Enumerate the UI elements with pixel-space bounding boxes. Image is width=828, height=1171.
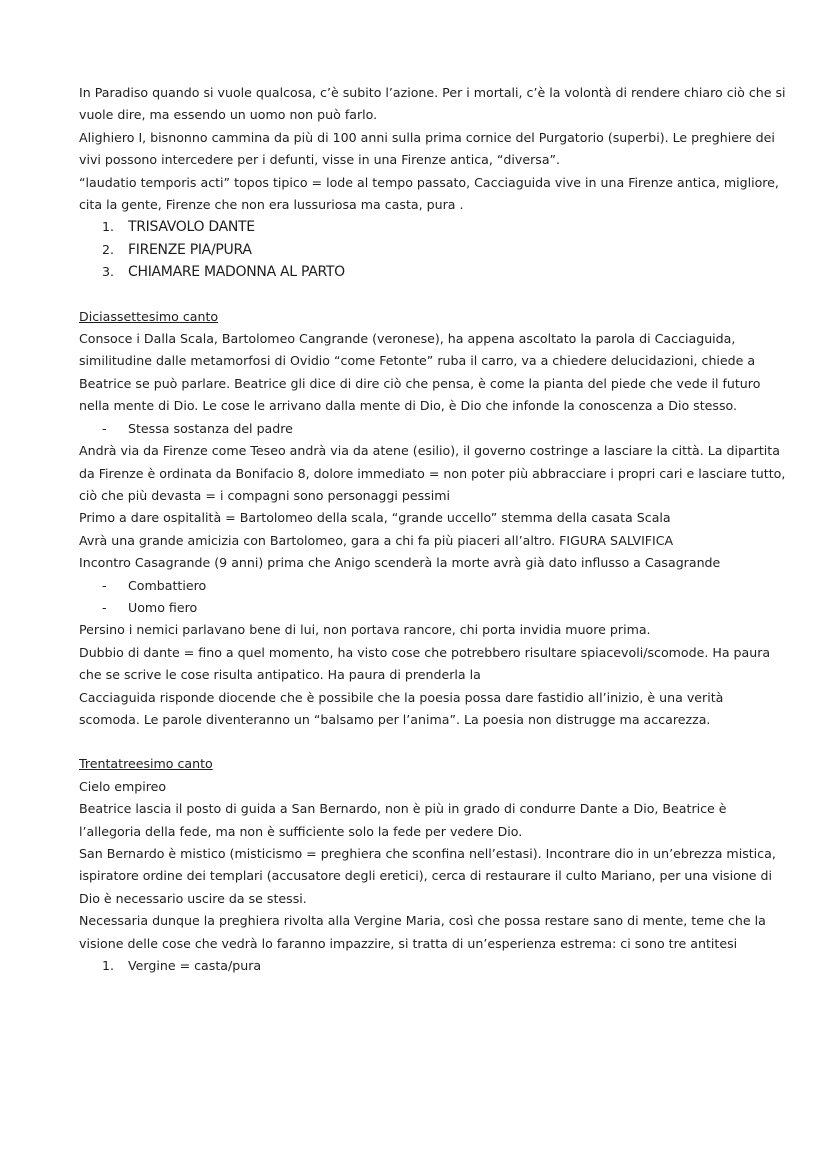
paragraph: Beatrice lascia il posto di guida a San Bernardo, non è più in grado di condurre Dante a Dio, Beatrice è l’allegoria della fede, ma non è sufficiente solo la fede per vedere Dio. (79, 801, 727, 839)
paragraph: In Paradiso quando si vuole qualcosa, c’è subito l’azione. Per i mortali, c’è la volontà di rendere chiaro ciò che si vuole dire, ma essendo un uomo non può farlo. (79, 85, 786, 123)
spacer (79, 731, 788, 753)
dash-list (79, 575, 788, 620)
list-item (79, 955, 788, 977)
paragraph: Primo a dare ospitalità = Bartolomeo della scala, “grande uccello” stemma della casata Scala (79, 510, 671, 526)
list-item (79, 239, 788, 261)
numbered-list (79, 955, 788, 977)
numbered-list (79, 216, 788, 283)
spacer (79, 284, 788, 306)
paragraph: Cielo empireo (79, 778, 167, 794)
list-number: 2. (102, 241, 115, 257)
paragraph: Necessaria dunque la preghiera rivolta alla Vergine Maria, così che possa restare sano di mente, teme che la visione delle cose che vedrà lo faranno impazzire, si tratta di un’esperienza estrema: ci sono tre antitesi (79, 913, 766, 951)
paragraph: Incontro Casagrande (9 anni) prima che Anigo scenderà la morte avrà già dato influsso a Casagrande (79, 555, 721, 571)
paragraph: Consoce i Dalla Scala, Bartolomeo Cangrande (veronese), ha appena ascoltato la parola di Cacciaguida, similitudine dalle metamorfosi di Ovidio “come Fetonte” ruba il carro, va a chiedere delucidazioni, chiede a Beatrice se può parlare. Beatrice gli dice di dire ciò che pensa, è come la pianta del piede che vede il futuro nella mente di Dio. Le cose le arrivano dalla mente di Dio, è Dio che infonde la conoscenza a Dio stesso. (79, 331, 761, 414)
dash-marker: - (102, 420, 107, 436)
paragraph: Persino i nemici parlavano bene di lui, non portava rancore, chi porta invidia muore prima. (79, 622, 651, 638)
list-item (79, 597, 788, 619)
dash-marker: - (102, 577, 107, 593)
list-item (79, 418, 788, 440)
section-heading: Trentatreesimo canto (79, 756, 213, 772)
list-number: 3. (102, 264, 115, 280)
paragraph: Cacciaguida risponde diocende che è possibile che la poesia possa dare fastidio all’inizio, è una verità scomoda. Le parole diventeranno un “balsamo per l’anima”. La poesia non distrugge ma accarezza. (79, 689, 724, 727)
list-text: Uomo fiero (128, 599, 198, 615)
list-item (79, 575, 788, 597)
list-text: TRISAVOLO DANTE (128, 219, 255, 236)
section-heading: Diciassettesimo canto (79, 308, 219, 324)
paragraph: Avrà una grande amicizia con Bartolomeo, gara a chi fa più piaceri all’altro. FIGURA SALVIFICA (79, 532, 674, 548)
list-number: 1. (102, 219, 115, 235)
list-item (79, 261, 788, 283)
list-text: Combattiero (128, 577, 207, 593)
dash-list (79, 418, 788, 440)
list-number: 1. (102, 958, 115, 974)
paragraph: Dubbio di dante = fino a quel momento, ha visto cose che potrebbero risultare spiacevoli/scomode. Ha paura che se scrive le cose risulta antipatico. Ha paura di prenderla la (79, 644, 771, 683)
paragraph: Alighiero I, bisnonno cammina da più di 100 anni sulla prima cornice del Purgatorio (superbi). Le preghiere dei vivi possono intercedere per i defunti, visse in una Firenze antica, “diversa”. (79, 129, 775, 168)
list-item (79, 216, 788, 238)
paragraph: San Bernardo è mistico (misticismo = preghiera che sconfina nell’estasi). Incontrare dio in un’ebrezza mistica, ispiratore ordine dei templari (accusatore degli eretici), cerca di restaurare il culto Mariano, per una visione di Dio è necessario uscire da se stessi. (79, 846, 776, 906)
list-text: Vergine = casta/pura (128, 958, 262, 974)
list-text: FIRENZE PIA/PURA (128, 241, 252, 258)
dash-marker: - (102, 599, 107, 615)
paragraph: Andrà via da Firenze come Teseo andrà via da atene (esilio), il governo costringe a lasciare la città. La dipartita da Firenze è ordinata da Bonifacio 8, dolore immediato = non poter più abbracciare i propri cari e lasciare tutto, ciò che più devasta = i compagni sono personaggi pessimi (79, 443, 786, 503)
list-text: Stessa sostanza del padre (128, 420, 293, 436)
paragraph: “laudatio temporis acti” topos tipico = lode al tempo passato, Cacciaguida vive in una Firenze antica, migliore, cita la gente, Firenze che non era lussuriosa ma casta, pura . (79, 174, 779, 213)
list-text: CHIAMARE MADONNA AL PARTO (128, 264, 345, 281)
